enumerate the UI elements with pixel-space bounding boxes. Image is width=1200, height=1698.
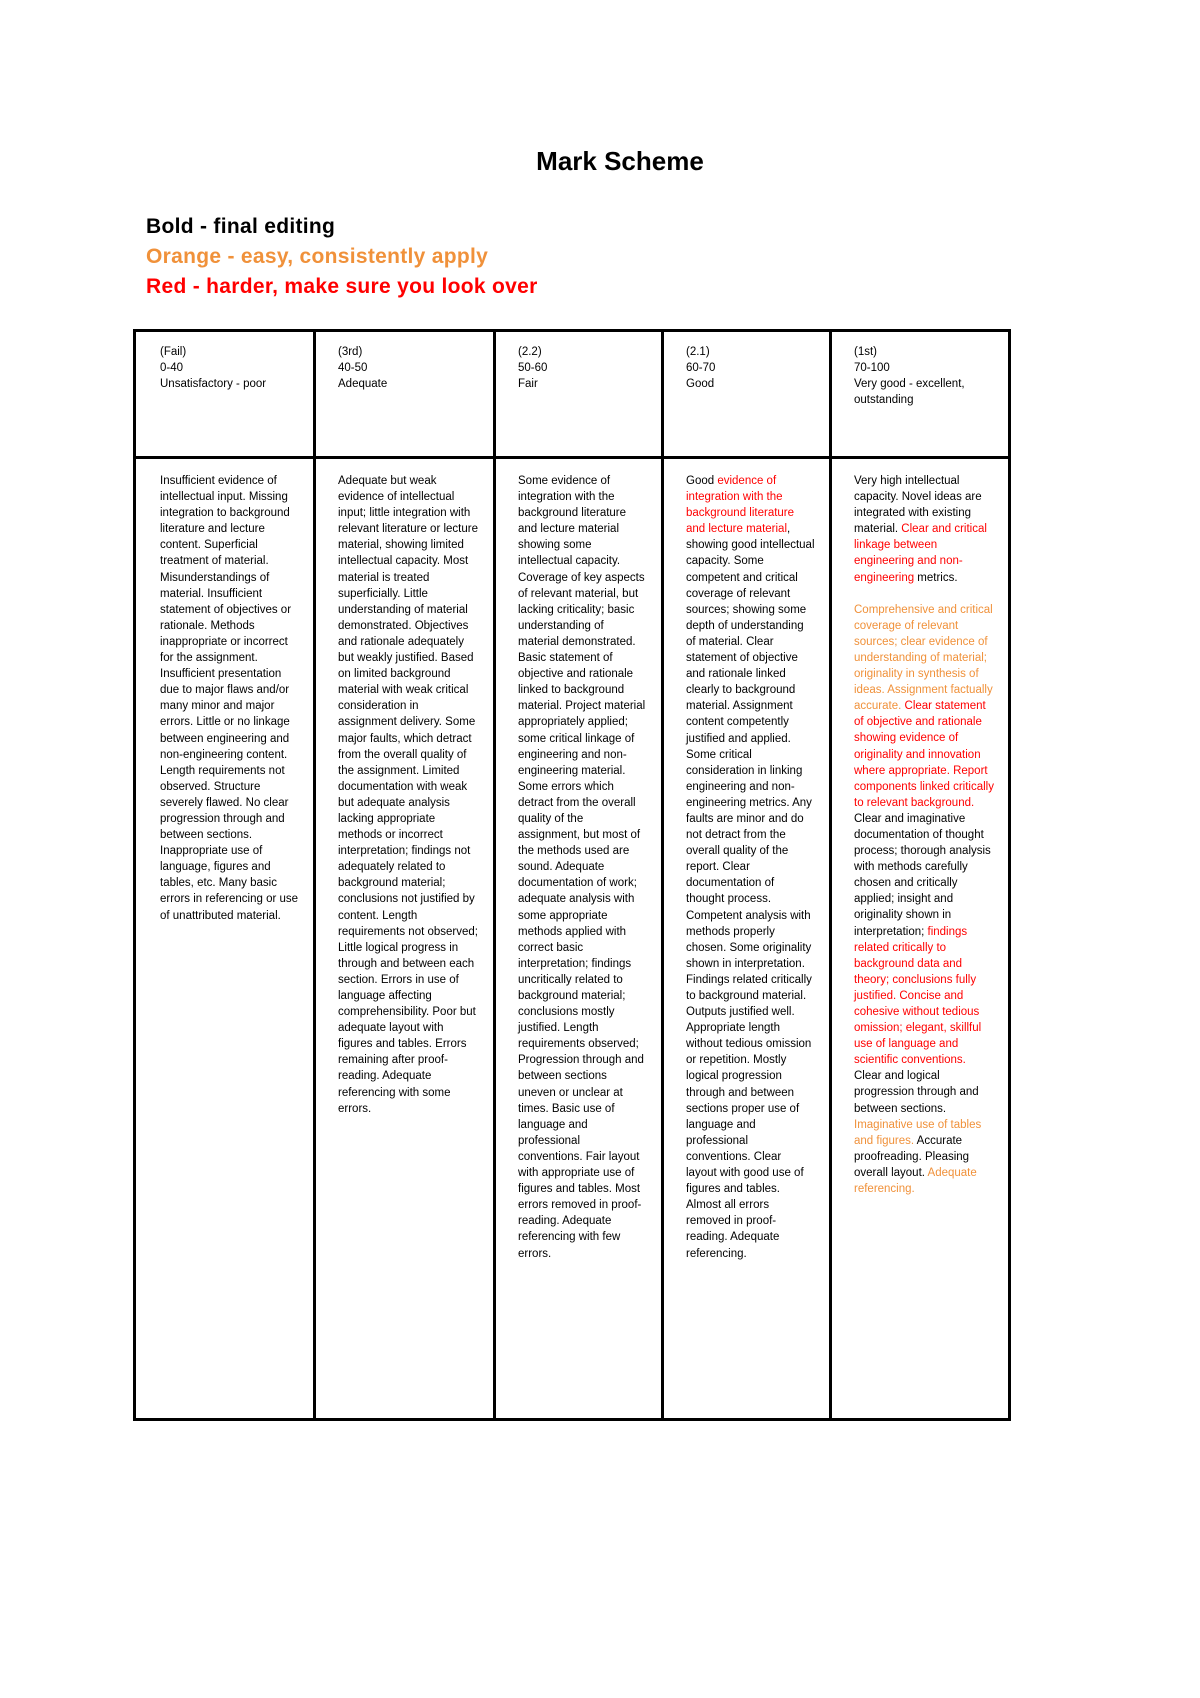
header-3rd (316, 332, 496, 456)
criteria-text-red: Clear statement of objective and rationale showing evidence of originality and innovation where appropriate. Report components linked critically to relevant background. (854, 700, 994, 809)
grade-name: (Fail) (160, 346, 187, 358)
mark-scheme-table (133, 329, 1011, 1421)
criteria-2-1 (664, 459, 832, 1418)
grade-name: (3rd) (338, 346, 363, 358)
grade-label: Fair (518, 378, 538, 391)
header-2-1 (664, 332, 832, 456)
criteria-text-red: evidence of integration with the background literature and lecture material (686, 475, 795, 536)
legend-red: Red - harder, make sure you look over (146, 275, 538, 298)
header-1st (832, 332, 1008, 456)
grade-range: 50-60 (518, 362, 548, 375)
criteria-text-red: Clear and critical linkage between engineering and non-engineering (854, 523, 987, 584)
page-title: Mark Scheme (536, 146, 704, 176)
legend-orange: Orange - easy, consistently apply (146, 245, 489, 268)
criteria-row (136, 459, 1008, 1418)
grade-label: Good (686, 378, 715, 391)
grade-label: Adequate (338, 378, 388, 391)
criteria-text: , showing good intellectual capacity. Some competent and critical coverage of relevant sources; showing some depth of understanding of material. Clear statement of objective and rationale linked clearly to background material. Assignment content competently justified and applied. Some critical consideration in linking engineering and non-engineering metrics. Any faults are minor and do not detract from the overall quality of the report. Clear documentation of thought process. Competent analysis with methods properly chosen. Some originality shown in interpretation. Findings related critically to background material. Outputs justified well. Appropriate length without tedious omission or repetition. Mostly logical progression through and between sections proper use of language and professional conventions. Clear layout with good use of figures and tables. Almost all errors removed in proof-reading. Adequate referencing. (686, 523, 815, 1260)
legend-bold: Bold - final editing (146, 215, 336, 238)
criteria-text: metrics. (914, 571, 958, 584)
criteria-text-orange: Imaginative use of tables and figures. (854, 1118, 982, 1147)
criteria-text: Good (686, 475, 718, 487)
grade-name: (2.2) (518, 346, 542, 358)
criteria-1st (832, 459, 1008, 1418)
grade-range: 0-40 (160, 362, 184, 375)
criteria-fail: Insufficient evidence of intellectual input. Missing integration to background literature and lecture content. Superficial treatment of material. Misunderstandings of material. Insufficient statement of objectives or rationale. Methods inappropriate or incorrect for the assignment. Insufficient presentation due to major flaws and/or many minor and major errors. Little or no linkage between engineering and non-engineering content. Length requirements not observed. Structure severely flawed. No clear progression through and between sections. Inappropriate use of language, figures and tables, etc. Many basic errors in referencing or use of unattributed material. (136, 459, 316, 1418)
grade-range: 60-70 (686, 362, 716, 375)
grade-label: Unsatisfactory - poor (160, 378, 267, 391)
grade-header-row (136, 332, 1008, 459)
criteria-paragraph (854, 473, 994, 586)
grade-range: 40-50 (338, 362, 368, 375)
grade-range: 70-100 (854, 362, 890, 375)
criteria-text: Accurate proofreading. Pleasing overall layout. (854, 1134, 970, 1179)
criteria-text-orange: Adequate referencing. (854, 1166, 977, 1196)
criteria-text: Very high intellectual capacity. Novel ideas are integrated with existing material. (854, 475, 982, 536)
criteria-paragraph (854, 602, 994, 1197)
grade-name: (1st) (854, 346, 877, 358)
header-2-2 (496, 332, 664, 456)
criteria-text: Clear and imaginative documentation of thought process; thorough analysis with methods carefully chosen and critically applied; insight and originality shown in interpretation; (854, 812, 991, 938)
header-fail (136, 332, 316, 456)
criteria-text-red: findings related critically to background data and theory; conclusions fully justified. Concise and cohesive without tedious omission; elegant, skillful use of language and scientific conventions. (854, 925, 982, 1067)
criteria-text-orange: Comprehensive and critical coverage of relevant sources; clear evidence of understanding of material; originality in synthesis of ideas. Assignment factually accurate. (854, 603, 993, 713)
criteria-3rd: Adequate but weak evidence of intellectual input; little integration with relevant literature or lecture material, showing limited intellectual capacity. Most material is treated superficially. Little understanding of material demonstrated. Objectives and rationale adequately but weakly justified. Based on limited background material with weak critical consideration in assignment delivery. Some major faults, which detract from the overall quality of the assignment. Limited documentation with weak but adequate analysis lacking appropriate methods or incorrect interpretation; findings not adequately related to background material; conclusions not justified by content. Length requirements not observed; Little logical progress in through and between each section. Errors in use of language affecting comprehensibility. Poor but adequate layout with figures and tables. Errors remaining after proof-reading. Adequate referencing with some errors. (316, 459, 496, 1418)
criteria-2-2: Some evidence of integration with the background literature and lecture material showing some intellectual capacity. Coverage of key aspects of relevant material, but lacking criticality; basic understanding of material demonstrated. Basic statement of objective and rationale linked to background material. Project material appropriately applied; some critical linkage of engineering and non-engineering material. Some errors which detract from the overall quality of the assignment, but most of the methods used are sound. Adequate documentation of work; adequate analysis with some appropriate methods applied with correct basic interpretation; findings uncritically related to background material; conclusions mostly justified. Length requirements observed; Progression through and between sections uneven or unclear at times. Basic use of language and professional conventions. Fair layout with appropriate use of figures and tables. Most errors removed in proof-reading. Adequate referencing with few errors. (496, 459, 664, 1418)
grade-label: Very good - excellent, outstanding (854, 378, 965, 407)
paragraph-gap (854, 586, 994, 602)
grade-name: (2.1) (686, 346, 710, 358)
criteria-text: Clear and logical progression through and between sections. (854, 1070, 979, 1115)
